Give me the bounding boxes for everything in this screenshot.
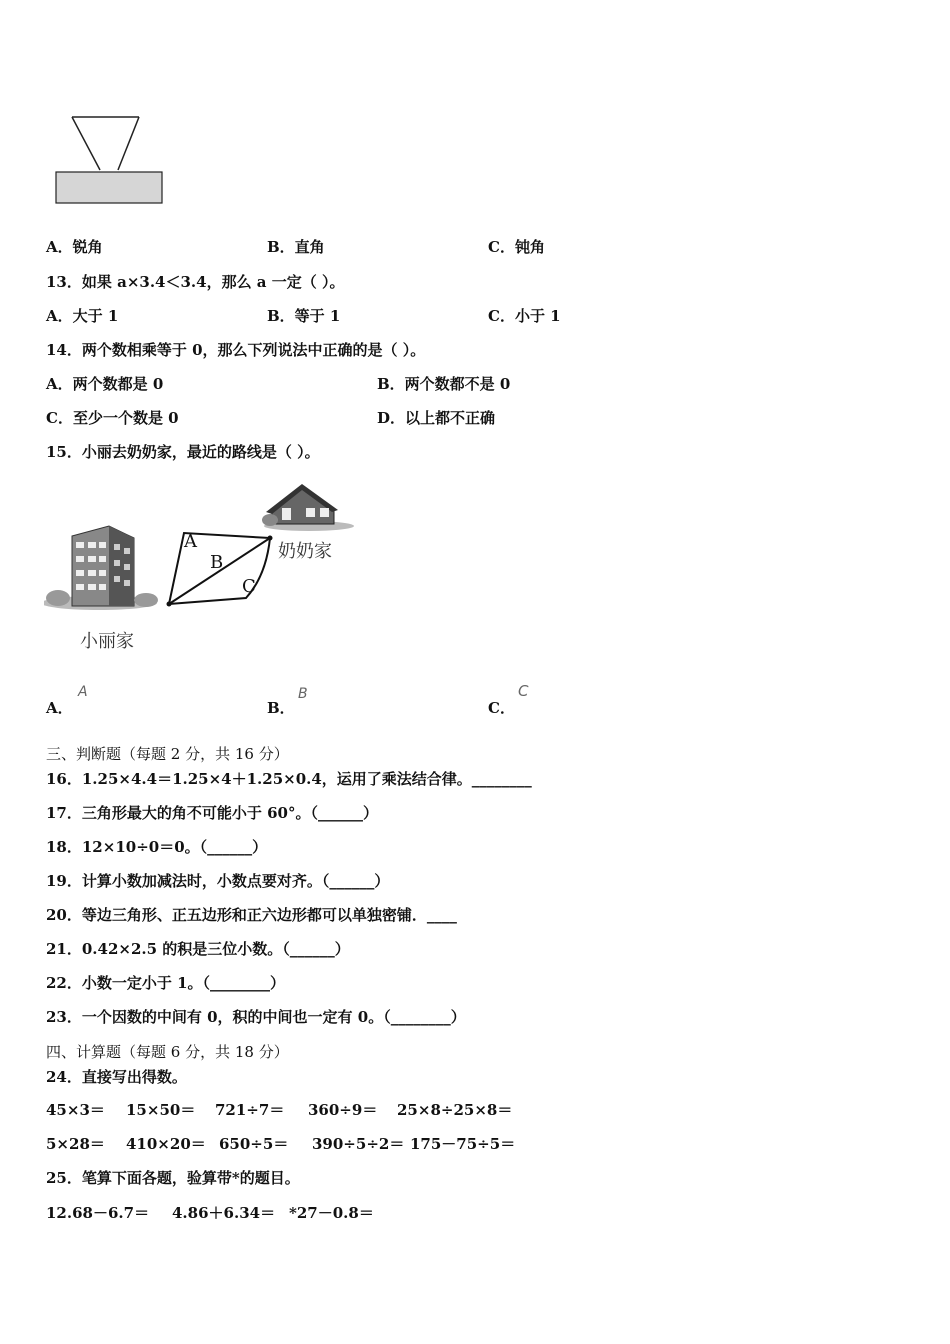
q13-question: 13．如果 a×3.4＜3.4，那么 a 一定（ ）。: [46, 273, 345, 291]
q25-item-3: *27－0.8＝: [289, 1204, 374, 1222]
q14-option-d[interactable]: D．以上都不正确: [377, 409, 496, 427]
q24-item-2: 15×50＝: [126, 1101, 196, 1119]
q24-item-10: 175－75÷5＝: [410, 1135, 516, 1153]
q15-option-b[interactable]: B．: [267, 699, 295, 717]
q24-item-1: 45×3＝: [46, 1101, 105, 1119]
section-3-title: 三、判断题（每题 2 分，共 16 分）: [46, 745, 289, 763]
q23-statement: 23．一个因数的中间有 0，积的中间也一定有 0。（________）: [46, 1008, 466, 1026]
q14-option-c[interactable]: C．至少一个数是 0: [46, 409, 179, 427]
q14-question: 14．两个数相乘等于 0，那么下列说法中正确的是（ ）。: [46, 341, 426, 359]
route-label-b: B: [210, 552, 224, 573]
q13-option-b[interactable]: B．等于 1: [267, 307, 341, 325]
q24-question: 24．直接写出得数。: [46, 1068, 187, 1086]
q15-question: 15．小丽去奶奶家，最近的路线是（ ）。: [46, 443, 320, 461]
q14-option-b[interactable]: B．两个数都不是 0: [377, 375, 511, 393]
q22-statement: 22．小数一定小于 1。（________）: [46, 974, 286, 992]
q14-option-a[interactable]: A．两个数都是 0: [46, 375, 164, 393]
q24-item-4: 360÷9＝: [308, 1101, 378, 1119]
q16-statement: 16．1.25×4.4＝1.25×4＋1.25×0.4，运用了乘法结合律。________: [46, 770, 532, 788]
q21-statement: 21．0.42×2.5 的积是三位小数。（______）: [46, 940, 350, 958]
q12-option-a[interactable]: A．锐角: [46, 238, 103, 256]
q25-item-2: 4.86＋6.34＝: [172, 1204, 276, 1222]
q13-option-a[interactable]: A．大于 1: [46, 307, 119, 325]
q24-item-5: 25×8÷25×8＝: [397, 1101, 513, 1119]
q25-question: 25．笔算下面各题，验算带*的题目。: [46, 1169, 300, 1187]
q24-item-6: 5×28＝: [46, 1135, 105, 1153]
q18-statement: 18．12×10÷0＝0。（______）: [46, 838, 268, 856]
house-icon: [262, 484, 354, 531]
q15-option-a-image: A: [78, 684, 88, 700]
q15-option-c-image: C: [518, 682, 529, 700]
q13-option-c[interactable]: C．小于 1: [488, 307, 561, 325]
q12-angle-figure: [50, 110, 170, 210]
q24-item-3: 721÷7＝: [215, 1101, 285, 1119]
q24-item-7: 410×20＝: [126, 1135, 206, 1153]
apartment-building-icon: [44, 526, 158, 610]
route-label-a: A: [184, 531, 197, 552]
q19-statement: 19．计算小数加减法时，小数点要对齐。（______）: [46, 872, 390, 890]
q20-statement: 20．等边三角形、正五边形和正六边形都可以单独密铺．____: [46, 906, 457, 924]
q24-item-8: 650÷5＝: [219, 1135, 289, 1153]
q25-item-1: 12.68－6.7＝: [46, 1204, 150, 1222]
q12-option-b[interactable]: B．直角: [267, 238, 325, 256]
q12-option-c[interactable]: C．钝角: [488, 238, 545, 256]
xiaoli-home-label: 小丽家: [80, 631, 134, 652]
q15-option-b-image: B: [298, 686, 308, 702]
q17-statement: 17．三角形最大的角不可能小于 60°。（______）: [46, 804, 378, 822]
section-4-title: 四、计算题（每题 6 分，共 18 分）: [46, 1043, 289, 1061]
q15-option-a[interactable]: A．: [46, 699, 73, 717]
q15-option-c[interactable]: C．: [488, 699, 515, 717]
q24-item-9: 390÷5÷2＝: [312, 1135, 405, 1153]
grandma-home-label: 奶奶家: [278, 541, 332, 562]
route-label-c: C: [242, 576, 256, 597]
